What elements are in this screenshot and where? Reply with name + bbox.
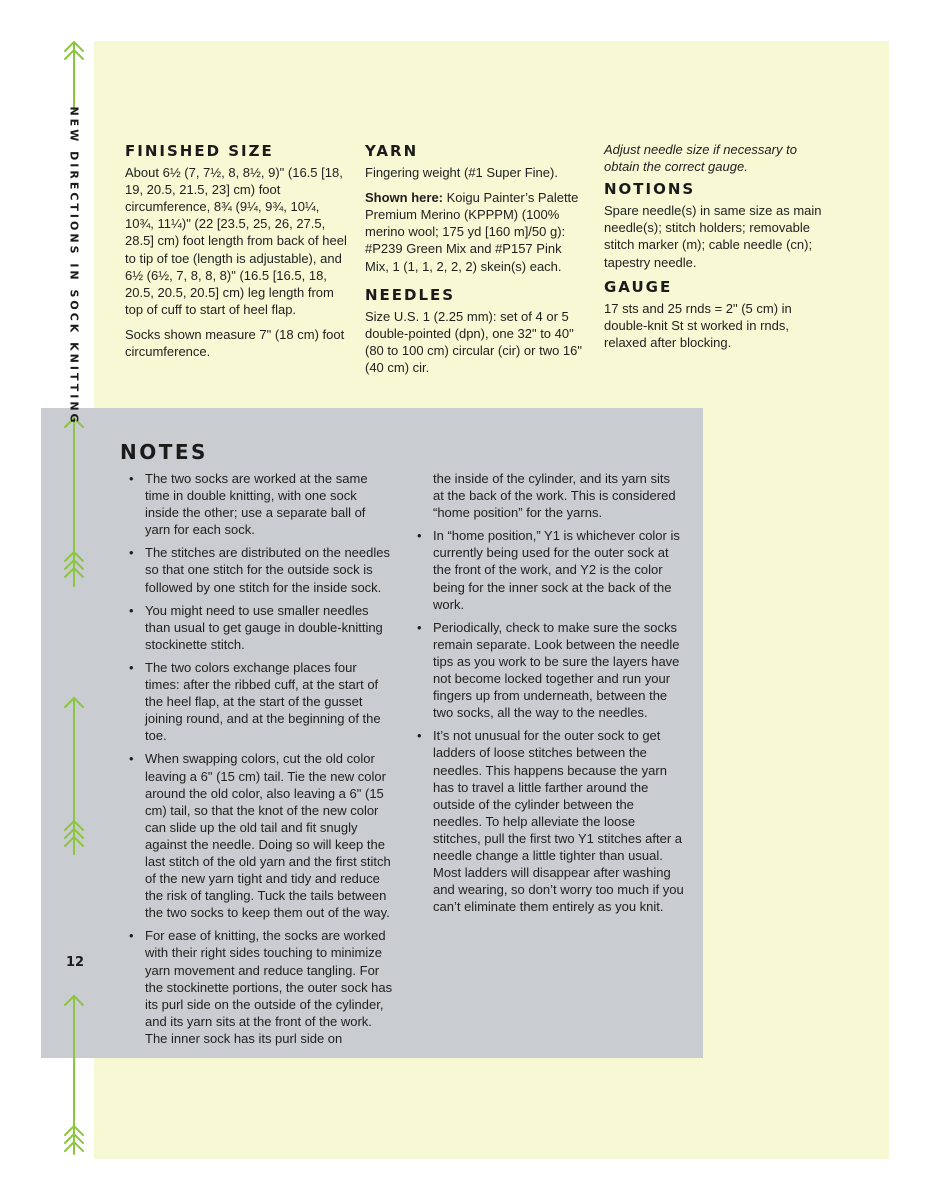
notes-left-list [128, 470, 393, 1047]
notes-heading: NOTES [120, 440, 208, 464]
needle-size-note: Adjust needle size if necessary to obtain the correct gauge. [604, 142, 797, 175]
page-number: 12 [66, 955, 85, 970]
gauge-text: 17 sts and 25 rnds = 2" (5 cm) in double-knit St st worked in rnds, relaxed after blocking. [604, 300, 792, 350]
notes-right-column [416, 470, 684, 921]
needles-text: Size U.S. 1 (2.25 mm): set of 4 or 5 double-pointed (dpn), one 32" to 40" (80 to 100 cm) circular (cir) or two 16" (40 cm) cir. [365, 308, 583, 376]
note-text: Periodically, check to make sure the socks remain separate. Look between the needle tips as you work to be sure the layers have not become locked together and run your fingers up from underneath, between the two socks, all the way to the needles. [433, 619, 680, 721]
note-item [128, 659, 393, 744]
note-item [416, 619, 684, 722]
note-item [416, 527, 684, 612]
yarn-shown-here [365, 189, 587, 274]
bullet-icon: • [129, 471, 134, 486]
needles-heading: NEEDLES [365, 285, 456, 304]
note-text: The two colors exchange places four times: after the ribbed cuff, at the start of the heel flap, at the start of the gusset joining round, and at the beginning of the toe. [145, 659, 381, 744]
finished-size-text: About 6½ (7, 7½, 8, 8½, 9)" (16.5 [18, 19, 20.5, 21.5, 23] cm) foot circumference, 8¾ (9¼, 9¾, 10¼, 10¾, 11¼)" (22 [23.5, 25, 26, 27.5, 28.5] cm) foot length from back of heel to tip of toe (length is adjustable), and 6½ (6½, 7, 8, 8, 8)" (16.5 [16.5, 18, 20.5, 20.5, 20.5] cm) leg length from top of cuff to start of heel flap. [125, 165, 347, 317]
note-text: The stitches are distributed on the needles so that one stitch for the outside sock is followed by one stitch for the inside sock. [145, 545, 390, 595]
note-text: In “home position,” Y1 is whichever color is currently being used for the outer sock at the front of the work, and Y2 is the color being for the inner sock at the back of the work. [433, 528, 680, 612]
arrow-up-icon [60, 40, 88, 112]
running-head: NEW DIRECTIONS IN SOCK KNITTING [67, 106, 81, 426]
note-item [128, 544, 393, 595]
note-text: You might need to use smaller needles than usual to get gauge in double-knitting stockinette stitch. [145, 602, 383, 652]
notions-heading: NOTIONS [604, 180, 696, 199]
note-item [128, 927, 393, 1047]
notions-section [604, 141, 822, 359]
bullet-icon: • [417, 728, 422, 744]
finished-size-note: Socks shown measure 7" (18 cm) foot circumference. [125, 326, 345, 360]
yarn-section [365, 143, 587, 384]
bullet-icon: • [129, 928, 134, 944]
arrow-up-icon [60, 994, 88, 1156]
note-item [416, 727, 684, 915]
notes-right-list [416, 527, 684, 915]
note-item [128, 602, 393, 653]
note-text: The two socks are worked at the same time in double knitting, with one sock inside the other; use a separate ball of yarn for each sock. [145, 471, 368, 538]
gauge-heading: GAUGE [604, 277, 673, 296]
note-text: It’s not unusual for the outer sock to get ladders of loose stitches between the needles. This happens because the yarn has to travel a little farther around the outside of the cylinder between the needles. To help alleviate the loose stitches, pull the first two Y1 stitches after a needle change a little tighter than usual. Most ladders will disappear after washing and wearing, so don’t worry too much if you can’t eliminate them entirely as you knit. [433, 728, 684, 915]
notes-continuation: the inside of the cylinder, and its yarn sits at the back of the work. This is considered “home position” for the yarns. [433, 471, 676, 521]
arrow-up-icon [60, 416, 88, 588]
bullet-icon: • [129, 602, 134, 618]
finished-size-section [125, 143, 350, 368]
bullet-icon: • [417, 619, 422, 635]
note-item [128, 750, 393, 921]
finished-size-heading: FINISHED SIZE [125, 142, 274, 160]
notions-text: Spare needle(s) in same size as main needle(s); stitch holders; removable stitch marker (m); cable needle (cn); tapestry needle. [604, 203, 822, 270]
notes-left-column [128, 470, 393, 1053]
bullet-icon: • [417, 528, 422, 544]
shown-here-label: Shown here: [365, 190, 444, 206]
shown-here-text: Koigu Painter’s Palette Premium Merino (KPPPM) (100% merino wool; 175 yd [160 m]/50 g): #P239 Green Mix and #P157 Pink Mix, 1 (1, 1, 2, 2, 2) skein(s) each. [365, 190, 579, 274]
note-text: When swapping colors, cut the old color leaving a 6" (15 cm) tail. Tie the new color around the old color, also leaving a 6" (15 cm) tail, so that the knot of the new color can slide up the old tail and fit snugly against the needle. Doing so will keep the last stitch of the old yarn and the first stitch of the new yarn tight and tidy and reduce the risk of tangling. Tuck the tails between the two socks to keep them out of the way. [145, 751, 391, 921]
yarn-heading: YARN [365, 142, 419, 160]
bullet-icon: • [129, 751, 134, 767]
bullet-icon: • [129, 545, 134, 561]
note-text: For ease of knitting, the socks are worked with their right sides touching to minimize yarn movement and reduce tangling. For the stockinette portions, the outer sock has its purl side on the outside of the cylinder, and its yarn sits at the front of the work. The inner sock has its purl side on [145, 928, 393, 1046]
yarn-weight: Fingering weight (#1 Super Fine). [365, 165, 558, 181]
bullet-icon: • [129, 659, 134, 675]
arrow-up-icon [60, 696, 88, 856]
note-item [128, 470, 393, 538]
